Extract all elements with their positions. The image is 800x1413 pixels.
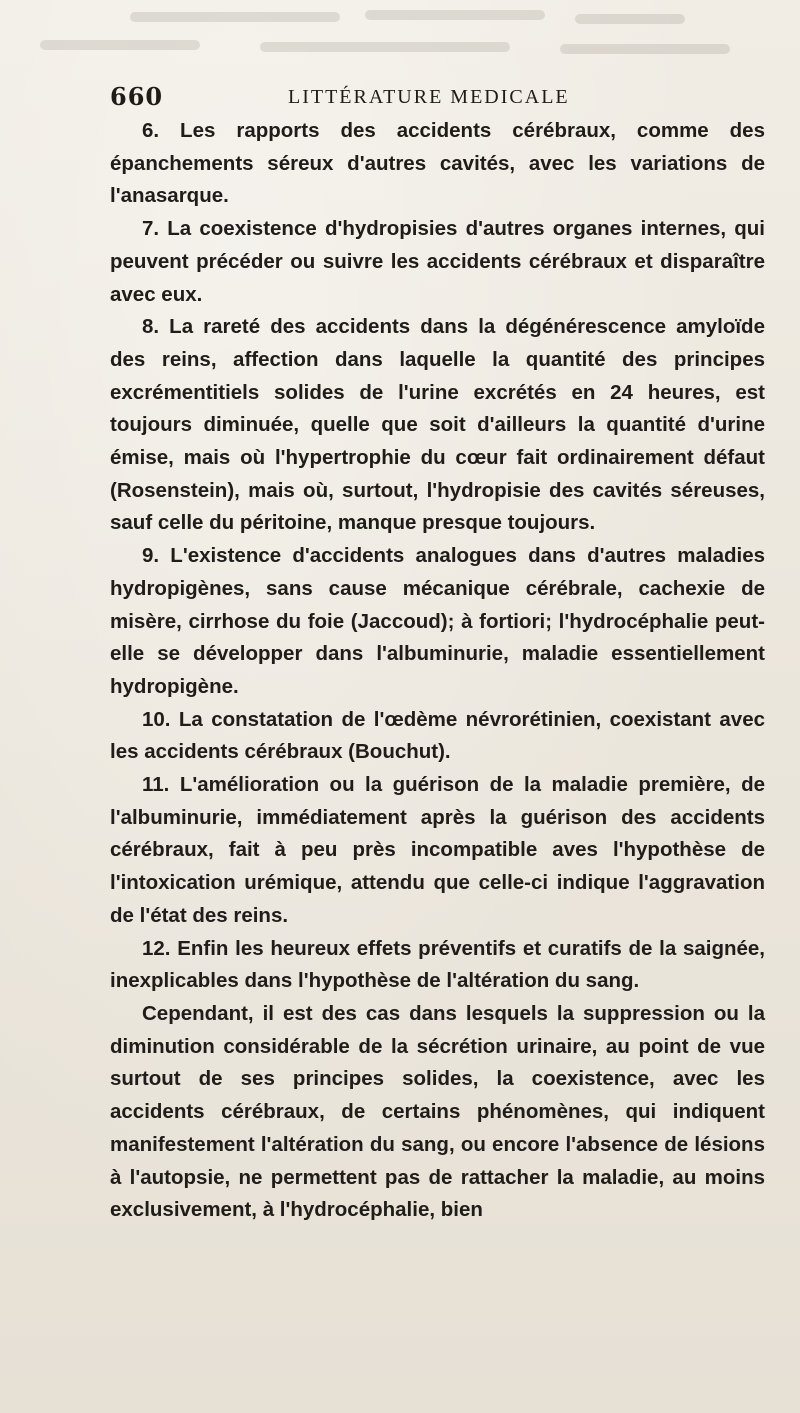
page-header (110, 82, 770, 112)
paragraph-9: 9. L'existence d'accidents analogues dans d'autres maladies hydropigènes, sans cause mécanique cérébrale, cachexie de misère, cirrhose du foie (Jaccoud); à fortiori; l'hydrocéphalie peut-elle se développer dans l'albuminurie, maladie essentiellement hydropigène. (110, 544, 765, 698)
page-body (110, 115, 765, 1227)
running-title: LITTÉRATURE MEDICALE (288, 86, 570, 108)
paragraph-10: 10. La constatation de l'œdème névrorétinien, coexistant avec les accidents cérébraux (Bouchut). (110, 707, 765, 764)
page-number: 660 (110, 82, 164, 111)
paragraph-8: 8. La rareté des accidents dans la dégénérescence amyloïde des reins, affection dans laquelle la quantité des principes excrémentitiels solides de l'urine excrétés en 24 heures, est toujours diminuée, quelle que soit d'ailleurs la quantité d'urine émise, mais où l'hypertrophie du cœur fait ordinairement défaut (Rosenstein), mais où, surtout, l'hydropisie des cavités séreuses, sauf celle du péritoine, manque presque toujours. (110, 315, 765, 535)
bleed-through-text (0, 0, 800, 80)
paragraph-7: 7. La coexistence d'hydropisies d'autres organes internes, qui peuvent précéder ou suivre les accidents cérébraux et disparaître avec eux. (110, 217, 765, 306)
paragraph-6: 6. Les rapports des accidents cérébraux, comme des épanchements séreux d'autres cavités, avec les variations de l'anasarque. (110, 119, 765, 208)
paragraph-12: 12. Enfin les heureux effets préventifs et curatifs de la saignée, inexplicables dans l'hypothèse de l'altération du sang. (110, 936, 765, 993)
paragraph-11: 11. L'amélioration ou la guérison de la maladie première, de l'albuminurie, immédiatement après la guérison des accidents cérébraux, fait à peu près incompatible aves l'hypothèse de l'intoxication urémique, attendu que celle-ci indique l'aggravation de l'état des reins. (110, 773, 765, 927)
paragraph-cependant: Cependant, il est des cas dans lesquels la suppression ou la diminution considérable de la sécrétion urinaire, au point de vue surtout de ses principes solides, la coexistence, avec les accidents cérébraux, de certains phénomènes, qui indiquent manifestement l'altération du sang, ou encore l'absence de lésions à l'autopsie, ne permettent pas de rattacher la maladie, au moins exclusivement, à l'hydrocéphalie, bien (110, 1001, 765, 1222)
